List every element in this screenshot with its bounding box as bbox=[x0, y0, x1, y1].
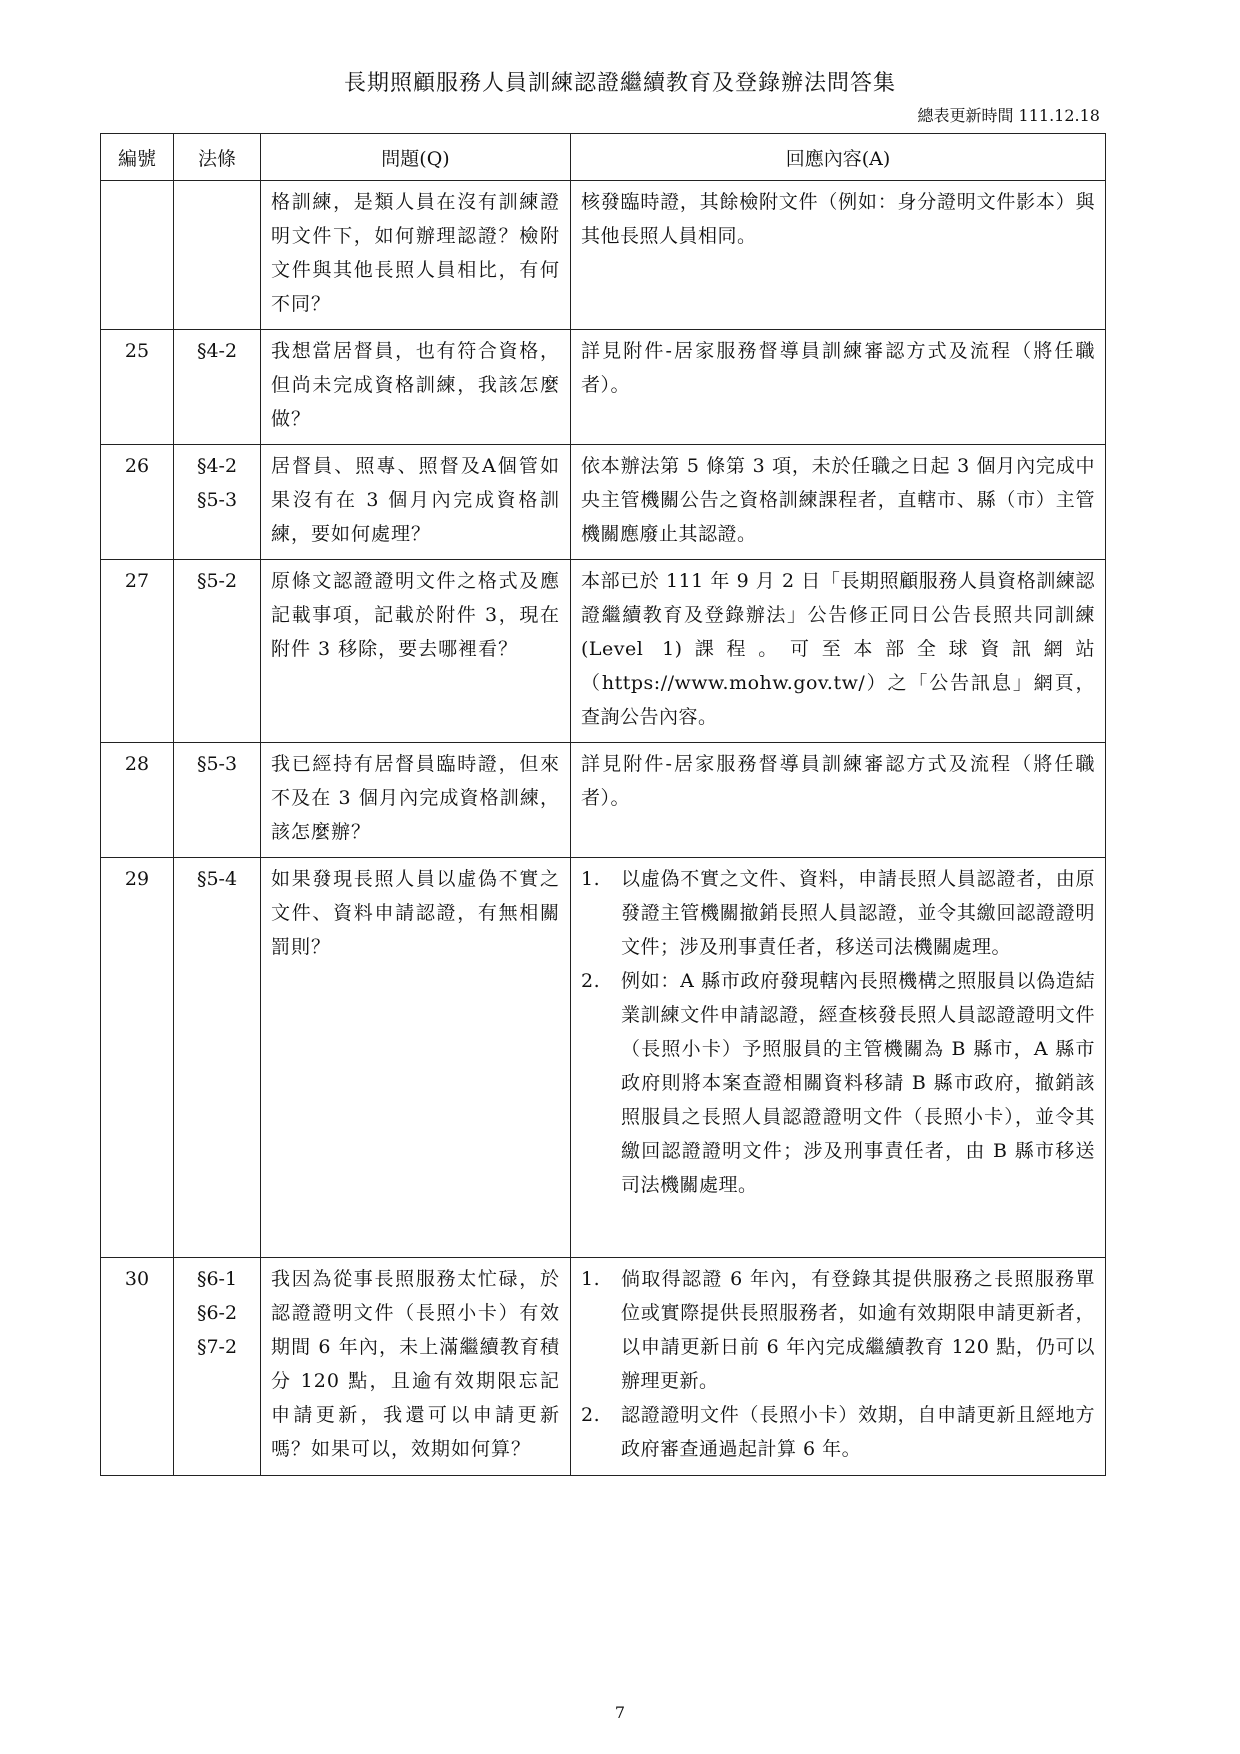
table-header-row bbox=[101, 134, 1106, 181]
row-question: 如果發現長照人員以虛偽不實之文件、資料申請認證，有無相關罰則？ bbox=[261, 858, 571, 1258]
answer-item-text: 以虛偽不實之文件、資料，申請長照人員認證者，由原發證主管機關撤銷長照人員認證，並令其繳回認證證明文件；涉及刑事責任者，移送司法機關處理。 bbox=[621, 868, 1095, 958]
row-answer: 依本辦法第 5 條第 3 項，未於任職之日起 3 個月內完成中央主管機關公告之資格訓練課程者，直轄市、縣（市）主管機關應廢止其認證。 bbox=[571, 445, 1106, 560]
answer-item-text: 例如：A 縣市政府發現轄內長照機構之照服員以偽造結業訓練文件申請認證，經查核發長照人員認證證明文件（長照小卡）予照服員的主管機關為 B 縣市，A 縣市政府則將本案查證相關資料移請 B 縣市政府，撤銷該照服員之長照人員認證證明文件（長照小卡），並令其繳回認證證明文件；涉及刑事責任者，由 B 縣市移送司法機關處理。 bbox=[621, 970, 1095, 1196]
row-number: 26 bbox=[101, 445, 174, 560]
row-answer: 核發臨時證，其餘檢附文件（例如：身分證明文件影本）與其他長照人員相同。 bbox=[571, 181, 1106, 330]
answer-list-item bbox=[581, 862, 1095, 964]
row-answer bbox=[571, 858, 1106, 1258]
table-row bbox=[101, 743, 1106, 858]
row-question: 格訓練，是類人員在沒有訓練證明文件下，如何辦理認證？檢附文件與其他長照人員相比，有何不同？ bbox=[261, 181, 571, 330]
row-question: 居督員、照專、照督及A個管如果沒有在 3 個月內完成資格訓練，要如何處理？ bbox=[261, 445, 571, 560]
row-number bbox=[101, 181, 174, 330]
row-question: 我因為從事長照服務太忙碌，於認證證明文件（長照小卡）有效期間 6 年內，未上滿繼續教育積分 120 點，且逾有效期限忘記申請更新，我還可以申請更新嗎？如果可以，效期如何算？ bbox=[261, 1258, 571, 1476]
table-row bbox=[101, 330, 1106, 445]
row-question: 我已經持有居督員臨時證，但來不及在 3 個月內完成資格訓練，該怎麼辦？ bbox=[261, 743, 571, 858]
row-answer: 本部已於 111 年 9 月 2 日「長期照顧服務人員資格訓練認證繼續教育及登錄辦法」公告修正同日公告長照共同訓練(Level 1)課程。可至本部全球資訊網站（https://www.mohw.gov.tw/）之「公告訊息」網頁，查詢公告內容。 bbox=[571, 560, 1106, 743]
answer-item-marker: 2. bbox=[581, 1404, 601, 1426]
update-timestamp: 總表更新時間 111.12.18 bbox=[917, 106, 1100, 125]
row-answer bbox=[571, 1258, 1106, 1476]
law-article: §6-2 bbox=[196, 1302, 238, 1324]
law-article: §5-3 bbox=[196, 753, 238, 775]
header-question: 問題(Q) bbox=[261, 134, 571, 181]
page-number: 7 bbox=[614, 1703, 626, 1722]
row-law bbox=[174, 560, 261, 743]
row-number: 30 bbox=[101, 1258, 174, 1476]
answer-item-marker: 2. bbox=[581, 970, 601, 992]
answer-item-marker: 1. bbox=[581, 1268, 601, 1290]
row-law bbox=[174, 445, 261, 560]
faq-table bbox=[100, 133, 1106, 1476]
row-question: 我想當居督員，也有符合資格，但尚未完成資格訓練，我該怎麼做？ bbox=[261, 330, 571, 445]
row-number: 28 bbox=[101, 743, 174, 858]
answer-item-text: 倘取得認證 6 年內，有登錄其提供服務之長照服務單位或實際提供長照服務者，如逾有效期限申請更新者，以申請更新日前 6 年內完成繼續教育 120 點，仍可以辦理更新。 bbox=[621, 1268, 1095, 1392]
row-answer: 詳見附件-居家服務督導員訓練審認方式及流程（將任職者）。 bbox=[571, 743, 1106, 858]
table-row bbox=[101, 445, 1106, 560]
answer-list-item bbox=[581, 1398, 1095, 1466]
law-article: §6-1 bbox=[196, 1268, 238, 1290]
row-question: 原條文認證證明文件之格式及應記載事項，記載於附件 3，現在附件 3 移除，要去哪裡看？ bbox=[261, 560, 571, 743]
law-article: §5-4 bbox=[196, 868, 238, 890]
header-number: 編號 bbox=[101, 134, 174, 181]
row-answer: 詳見附件-居家服務督導員訓練審認方式及流程（將任職者）。 bbox=[571, 330, 1106, 445]
row-number: 25 bbox=[101, 330, 174, 445]
answer-item-marker: 1. bbox=[581, 868, 601, 890]
answer-list-item bbox=[581, 964, 1095, 1202]
law-article: §4-2 bbox=[196, 340, 238, 362]
answer-list bbox=[581, 1262, 1095, 1466]
document-title: 長期照顧服務人員訓練認證繼續教育及登錄辦法問答集 bbox=[343, 71, 896, 96]
row-law bbox=[174, 1258, 261, 1476]
table-row bbox=[101, 181, 1106, 330]
row-number: 29 bbox=[101, 858, 174, 1258]
row-number: 27 bbox=[101, 560, 174, 743]
row-law bbox=[174, 858, 261, 1258]
table-body bbox=[101, 181, 1106, 1476]
law-article: §4-2 bbox=[196, 455, 238, 477]
row-law bbox=[174, 743, 261, 858]
law-article: §5-2 bbox=[196, 570, 238, 592]
answer-list-item bbox=[581, 1262, 1095, 1398]
header-law: 法條 bbox=[174, 134, 261, 181]
header-answer: 回應內容(A) bbox=[571, 134, 1106, 181]
table-row bbox=[101, 1258, 1106, 1476]
answer-list bbox=[581, 862, 1095, 1202]
law-article: §7-2 bbox=[196, 1336, 238, 1358]
row-law bbox=[174, 330, 261, 445]
row-law bbox=[174, 181, 261, 330]
answer-item-text: 認證證明文件（長照小卡）效期，自申請更新且經地方政府審查通過起計算 6 年。 bbox=[621, 1404, 1095, 1460]
table-row bbox=[101, 858, 1106, 1258]
law-article: §5-3 bbox=[196, 489, 238, 511]
table-row bbox=[101, 560, 1106, 743]
